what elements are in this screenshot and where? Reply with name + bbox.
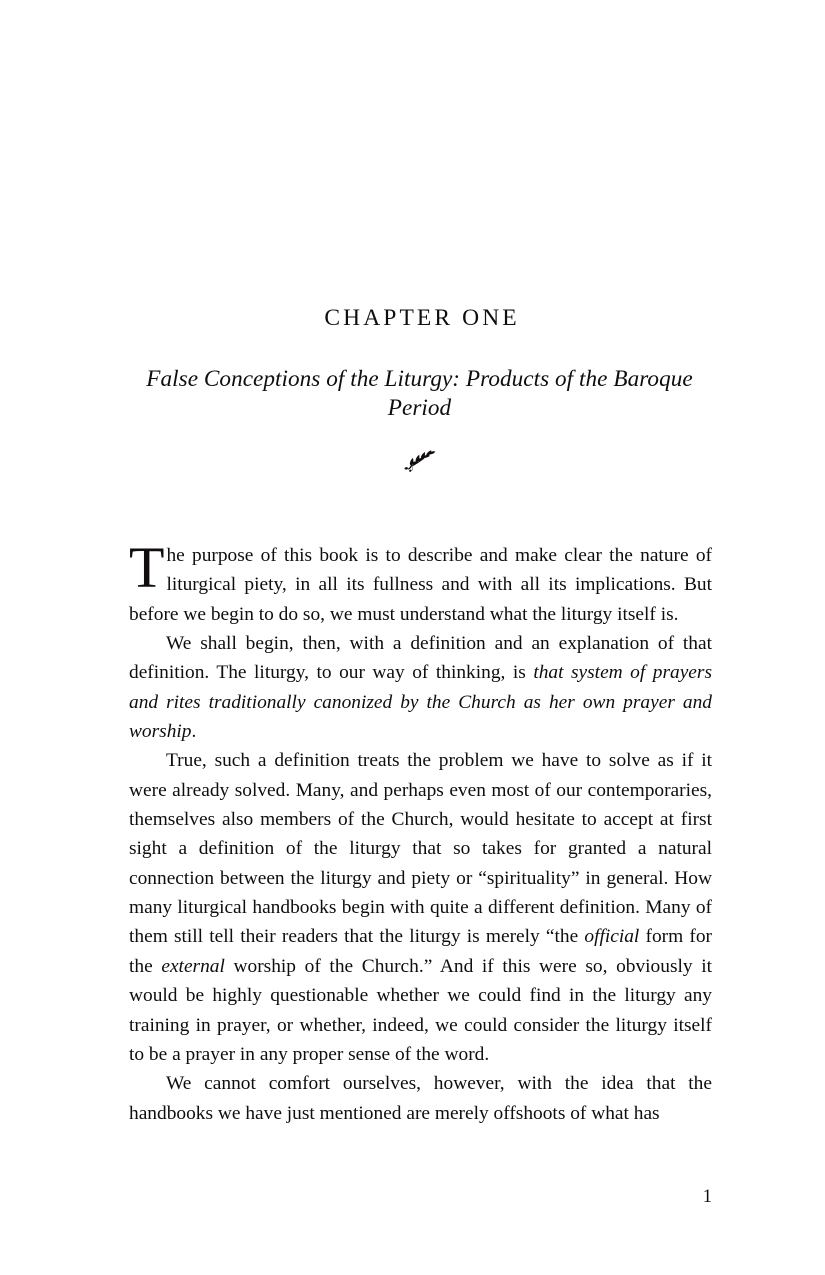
paragraph-3-official-italic: official <box>584 926 640 948</box>
paragraph-3 <box>129 746 712 1069</box>
paragraph-2-definition-italic: that system of prayers and rites traditionally canonized by the Church as her own prayer and worship <box>129 662 713 743</box>
paragraph-1-text: he purpose of this book is to describe and make clear the nature of liturgical piety, in all its fullness and with all its implications. But before we begin to do so, we must understand what the liturgy itself is. <box>129 545 712 625</box>
paragraph-4 <box>129 1069 712 1128</box>
drop-cap: T <box>129 535 165 600</box>
paragraph-2-run-3: . <box>191 721 197 743</box>
paragraph-3-run-1: True, such a definition treats the problem we have to solve as if it were already solved. Many, and perhaps even most of our contemporaries, themselves also members of the Church, would hesitate to accept at first sight a definition of the liturgy that so takes for granted a natural connection between the liturgy and piety or “spirituality” in general. How many liturgical handbooks begin with quite a different definition. Many of them still tell their readers that the liturgy is merely “the <box>129 750 712 948</box>
section-ornament <box>129 444 712 478</box>
leaf-fleuron-icon <box>404 452 438 469</box>
page-number: 1 <box>702 1187 712 1207</box>
paragraph-3-run-5: worship of the Church.” And if this were so, obviously it would be highly questionable whether we could find in the liturgy any training in prayer, or whether, indeed, we could consider the liturgy itself to be a prayer in any proper sense of the word. <box>129 955 712 1065</box>
chapter-title: CHAPTER ONE <box>324 305 520 331</box>
paragraph-2-run-1: We shall begin, then, with a definition and an explanation of that definition. The liturgy, to our way of thinking, is <box>129 633 712 684</box>
paragraph-3-external-italic: external <box>161 955 225 977</box>
paragraph-3-run-3: form for the <box>129 926 713 977</box>
paragraph-2 <box>129 629 712 746</box>
paragraph-4-text: We cannot comfort ourselves, however, with the idea that the handbooks we have just mentioned are merely offshoots of what has <box>129 1073 712 1124</box>
body-copy <box>129 535 713 1128</box>
paragraph-1 <box>129 535 712 629</box>
chapter-subtitle: False Conceptions of the Liturgy: Products of the Baroque Period <box>146 366 693 421</box>
